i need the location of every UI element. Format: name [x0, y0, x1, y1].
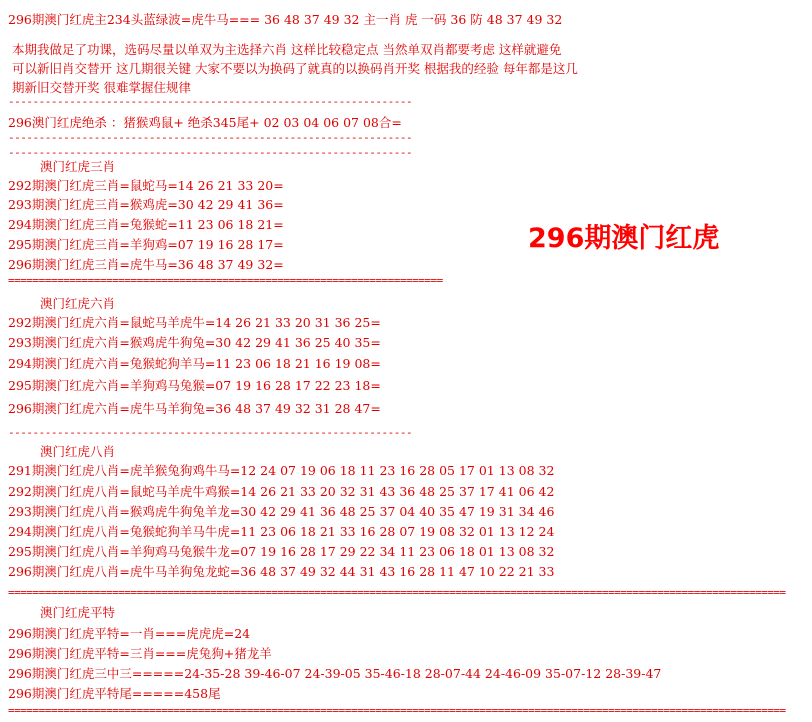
intro-line-1: 296期澳门红虎主234头蓝绿波=虎牛马=== 36 48 37 49 32 主一肖 虎 一码 36 防 48 37 49 32 — [8, 12, 563, 27]
section-title-six: 澳门红虎六肖 — [40, 296, 116, 311]
separator: ------------------------------------------------------------------ — [8, 426, 413, 439]
kill-line: 296澳门红虎绝杀 ：猪猴鸡鼠+ 绝杀345尾+ 02 03 04 06 07 08合= — [8, 115, 402, 130]
eight-row: 296期澳门红虎八肖=虎牛马羊狗兔龙蛇=36 48 37 49 32 44 31 43 16 28 11 47 10 22 21 33 — [8, 564, 555, 579]
separator: ======================================================================= — [8, 274, 443, 287]
six-row: 295期澳门红虎六肖=羊狗鸡马兔猴=07 19 16 28 17 22 23 18= — [8, 378, 381, 393]
eight-row: 292期澳门红虎八肖=鼠蛇马羊虎牛鸡猴=14 26 21 33 20 32 31 43 36 48 25 37 17 41 06 42 — [8, 484, 555, 499]
flat-row: 296期澳门红虎平特=一肖===虎虎虎=24 — [8, 626, 251, 641]
separator: ------------------------------------------------------------------ — [8, 131, 413, 144]
section-title-eight: 澳门红虎八肖 — [40, 444, 116, 459]
intro-paragraph-line-3: 期新旧交替开奖 很难掌握住规律 — [12, 80, 191, 95]
separator: ------------------------------------------------------------------ — [8, 95, 413, 108]
three-row: 294期澳门红虎三肖=兔猴蛇=11 23 06 18 21= — [8, 217, 284, 232]
six-row: 292期澳门红虎六肖=鼠蛇马羊虎牛=14 26 21 33 20 31 36 25= — [8, 315, 381, 330]
six-row: 296期澳门红虎六肖=虎牛马羊狗兔=36 48 37 49 32 31 28 47= — [8, 401, 381, 416]
three-row: 295期澳门红虎三肖=羊狗鸡=07 19 16 28 17= — [8, 237, 284, 252]
separator: =============================================================================================================================== — [8, 704, 786, 717]
eight-row: 293期澳门红虎八肖=猴鸡虎牛狗兔羊龙=30 42 29 41 36 48 25 37 04 40 35 47 19 31 34 46 — [8, 504, 555, 519]
three-row: 296期澳门红虎三肖=虎牛马=36 48 37 49 32= — [8, 257, 284, 272]
intro-paragraph-line-1: 本期我做足了功课，选码尽量以单双为主选择六肖 这样比较稳定点 当然单双肖都要考虑 这样就避免 — [12, 42, 562, 57]
separator: =============================================================================================================================== — [8, 586, 786, 599]
flat-row: 296期澳门红虎平特=三肖===虎兔狗+猪龙羊 — [8, 646, 272, 661]
separator: ------------------------------------------------------------------ — [8, 146, 413, 159]
intro-paragraph-line-2: 可以新旧肖交替开 这几期很关键 大家不要以为换码了就真的以换码肖开奖 根据我的经验 每年都是这几 — [12, 61, 578, 76]
section-title-flat: 澳门红虎平特 — [40, 605, 116, 620]
flat-row: 296期澳门红虎平特尾=====458尾 — [8, 686, 221, 701]
three-row: 292期澳门红虎三肖=鼠蛇马=14 26 21 33 20= — [8, 178, 284, 193]
three-row: 293期澳门红虎三肖=猴鸡虎=30 42 29 41 36= — [8, 197, 284, 212]
six-row: 294期澳门红虎六肖=兔猴蛇狗羊马=11 23 06 18 21 16 19 08= — [8, 356, 381, 371]
six-row: 293期澳门红虎六肖=猴鸡虎牛狗兔=30 42 29 41 36 25 40 35= — [8, 335, 381, 350]
banner-title: 296期澳门红虎 — [528, 223, 720, 254]
eight-row: 291期澳门红虎八肖=虎羊猴兔狗鸡牛马=12 24 07 19 06 18 11 23 16 28 05 17 01 13 08 32 — [8, 463, 555, 478]
section-title-three: 澳门红虎三肖 — [40, 159, 116, 174]
eight-row: 294期澳门红虎八肖=兔猴蛇狗羊马牛虎=11 23 06 18 21 33 16 28 07 19 08 32 01 13 12 24 — [8, 524, 555, 539]
flat-row: 296期澳门红虎三中三=====24-35-28 39-46-07 24-39-05 35-46-18 28-07-44 24-46-09 35-07-12 28-39-47 — [8, 666, 662, 681]
eight-row: 295期澳门红虎八肖=羊狗鸡马兔猴牛龙=07 19 16 28 17 29 22 34 11 23 06 18 01 13 08 32 — [8, 544, 555, 559]
